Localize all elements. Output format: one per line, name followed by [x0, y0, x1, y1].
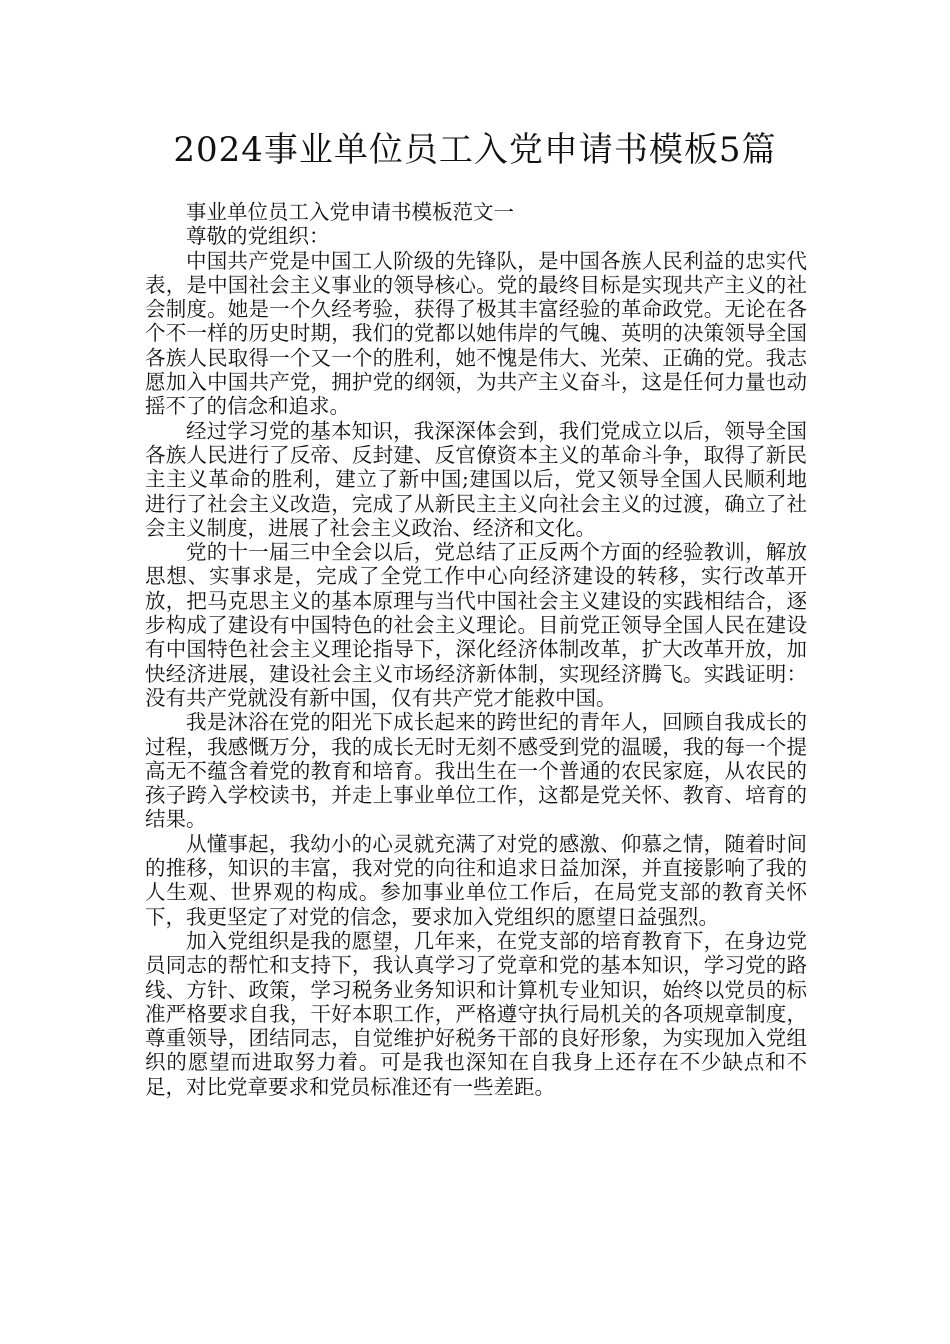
paragraph: 我是沐浴在党的阳光下成长起来的跨世纪的青年人，回顾自我成长的过程，我感慨万分，我的成长无时无刻不感受到党的温暖，我的每一个提高无不蕴含着党的教育和培育。我出生在一个普通的农民家庭，从农民的孩子跨入学校读书，并走上事业单位工作，这都是党关怀、教育、培育的结果。 — [145, 710, 807, 832]
paragraph: 加入党组织是我的愿望，几年来，在党支部的培育教育下，在身边党员同志的帮忙和支持下，我认真学习了党章和党的基本知识，学习党的路线、方针、政策，学习税务业务知识和计算机专业知识，始终以党员的标准严格要求自我，干好本职工作，严格遵守执行局机关的各项规章制度，尊重领导，团结同志，自觉维护好税务干部的良好形象，为实现加入党组织的愿望而进取努力着。可是我也深知在自我身上还存在不少缺点和不足，对比党章要求和党员标准还有一些差距。 — [145, 928, 807, 1099]
paragraph: 从懂事起，我幼小的心灵就充满了对党的感激、仰慕之情，随着时间的推移，知识的丰富，我对党的向往和追求日益加深，并直接影响了我的人生观、世界观的构成。参加事业单位工作后，在局党支部的教育关怀下，我更坚定了对党的信念，要求加入党组织的愿望日益强烈。 — [145, 831, 807, 929]
paragraph: 党的十一届三中全会以后，党总结了正反两个方面的经验教训，解放思想、实事求是，完成了全党工作中心向经济建设的转移，实行改革开放，把马克思主义的基本原理与当代中国社会主义建设的实践相结合，逐步构成了建设有中国特色的社会主义理论。目前党正领导全国人民在建设有中国特色社会主义理论指导下，深化经济体制改革，扩大改革开放，加快经济进展，建设社会主义市场经济新体制，实现经济腾飞。实践证明：没有共产党就没有新中国，仅有共产党才能救中国。 — [145, 540, 807, 710]
paragraph: 经过学习党的基本知识，我深深体会到，我们党成立以后，领导全国各族人民进行了反帝、反封建、反官僚资本主义的革命斗争，取得了新民主主义革命的胜利，建立了新中国;建国以后，党又领导全国人民顺利地进行了社会主义改造，完成了从新民主主义向社会主义的过渡，确立了社会主义制度，进展了社会主义政治、经济和文化。 — [145, 418, 807, 540]
document-title: 2024事业单位员工入党申请书模板5篇 — [173, 130, 777, 170]
document-subtitle: 事业单位员工入党申请书模板范文一 — [186, 200, 514, 224]
paragraph: 中国共产党是中国工人阶级的先锋队，是中国各族人民利益的忠实代表，是中国社会主义事业的领导核心。党的最终目标是实现共产主义的社会制度。她是一个久经考验，获得了极其丰富经验的革命政党。无论在各个不一样的历史时期，我们的党都以她伟岸的气魄、英明的决策领导全国各族人民取得一个又一个的胜利，她不愧是伟大、光荣、正确的党。我志愿加入中国共产党，拥护党的纲领，为共产主义奋斗，这是任何力量也动摇不了的信念和追求。 — [145, 248, 807, 419]
salutation: 尊敬的党组织： — [186, 224, 330, 249]
document-body — [145, 200, 807, 1099]
